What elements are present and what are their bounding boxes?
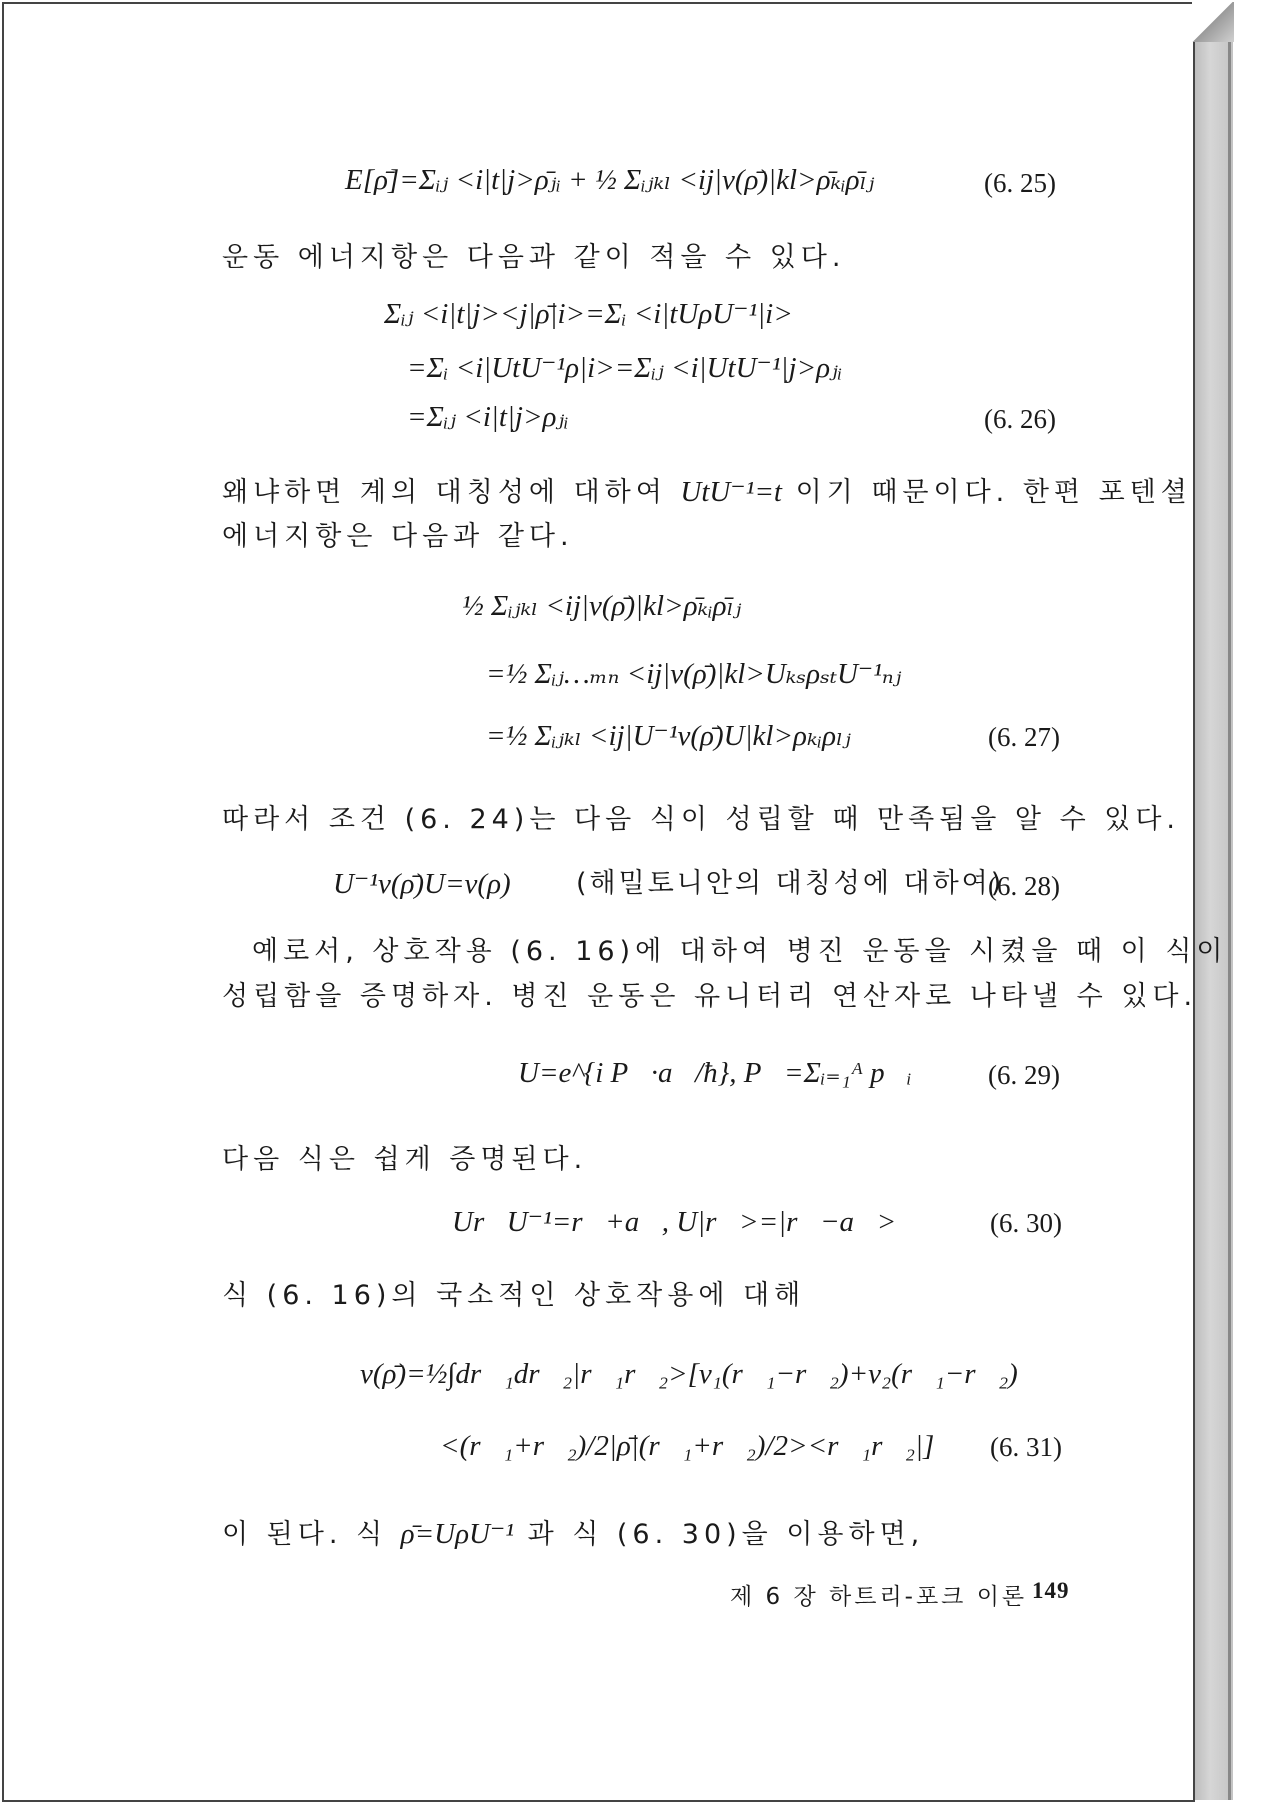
equation-6-27-line-2: =½ Σᵢⱼ…ₘₙ <ij|v(ρ̄)|kl>UₖₛρₛₜU⁻¹ₙⱼ (486, 658, 902, 690)
paragraph-line-9-a: 이 된다. 식 (222, 1519, 388, 1550)
equation-number-6-25: (6. 25) (984, 168, 1056, 198)
paragraph-line-5: 예로서, 상호작용 (6. 16)에 대하여 병진 운동을 시켰을 때 이 식이 (252, 936, 1228, 967)
equation-6-26-line-2: =Σᵢ <i|UtU⁻¹ρ|i>=Σᵢⱼ <i|UtU⁻¹|j>ρⱼᵢ (407, 352, 843, 384)
paragraph-line-1: 운동 에너지항은 다음과 같이 적을 수 있다. (222, 242, 846, 273)
equation-6-29: U=e^{i P⃗·a⃗/ħ}, P⃗=Σᵢ₌₁ᴬ p⃗ᵢ (518, 1057, 912, 1089)
equation-6-27-line-3: =½ Σᵢⱼₖₗ <ij|U⁻¹v(ρ̄)U|kl>ρₖᵢρₗⱼ (486, 720, 851, 752)
equation-6-26-line-1: Σᵢⱼ <i|t|j><j|ρ̄|i>=Σᵢ <i|tUρU⁻¹|i> (384, 298, 793, 330)
equation-6-27-line-1: ½ Σᵢⱼₖₗ <ij|v(ρ̄)|kl>ρ̄ₖᵢρ̄ₗⱼ (462, 590, 742, 622)
paragraph-line-2-a: 왜냐하면 계의 대칭성에 대하여 (222, 477, 667, 508)
equation-number-6-31: (6. 31) (990, 1432, 1062, 1462)
equation-number-6-30: (6. 30) (990, 1208, 1062, 1238)
paragraph-line-2 (222, 478, 1192, 507)
equation-number-6-28: (6. 28) (988, 871, 1060, 901)
paragraph-line-9 (222, 1520, 924, 1549)
equation-6-28: U⁻¹v(ρ̄)U=v(ρ) (333, 868, 511, 900)
paragraph-line-8: 식 (6. 16)의 국소적인 상호작용에 대해 (222, 1280, 806, 1311)
equation-6-31-line-1: v(ρ̄)=½∫dr⃗₁dr⃗₂|r⃗₁r⃗₂>[v₁(r⃗₁−r⃗₂)+v₂(r⃗₁−r⃗₂) (360, 1358, 1018, 1390)
equation-number-6-29: (6. 29) (988, 1060, 1060, 1090)
paragraph-line-3: 에너지항은 다음과 같다. (222, 521, 574, 552)
equation-6-30: Ur⃗U⁻¹=r⃗+a⃗, U|r⃗>=|r⃗−a⃗> (452, 1206, 897, 1238)
equation-number-6-26: (6. 26) (984, 404, 1056, 434)
equation-6-25: E[ρ̄]=Σᵢⱼ <i|t|j>ρ̄ⱼᵢ + ½ Σᵢⱼₖₗ <ij|v(ρ̄)|kl>ρ̄ₖᵢρ̄ₗⱼ (345, 164, 875, 196)
equation-number-6-27: (6. 27) (988, 722, 1060, 752)
paragraph-line-9-b: 과 식 (6. 30)을 이용하면, (527, 1519, 925, 1550)
equation-6-28-note: (해밀토니안의 대칭성에 대하여) (576, 868, 1005, 899)
chapter-footer: 제 6 장 하트리-포크 이론 (730, 1584, 1028, 1610)
paragraph-line-2-b: 이기 때문이다. 한편 포텐셜 (795, 477, 1192, 508)
page-number: 149 (1032, 1578, 1070, 1603)
equation-6-31-line-2: <(r⃗₁+r⃗₂)/2|ρ̄|(r⃗₁+r⃗₂)/2><r⃗₁r⃗₂|] (440, 1430, 935, 1462)
inline-equation-rho: ρ̄=UρU⁻¹ (400, 1518, 514, 1550)
equation-6-26-line-3: =Σᵢⱼ <i|t|j>ρⱼᵢ (407, 401, 569, 433)
paragraph-line-6: 성립함을 증명하자. 병진 운동은 유니터리 연산자로 나타낼 수 있다. (222, 981, 1198, 1012)
page-stack-line (1228, 36, 1231, 1800)
inline-equation-utu: UtU⁻¹=t (680, 476, 782, 508)
page-corner-fold (1192, 2, 1234, 42)
paragraph-line-4: 따라서 조건 (6. 24)는 다음 식이 성립할 때 만족됨을 알 수 있다. (222, 804, 1180, 835)
paragraph-line-7: 다음 식은 쉽게 증명된다. (222, 1144, 588, 1175)
